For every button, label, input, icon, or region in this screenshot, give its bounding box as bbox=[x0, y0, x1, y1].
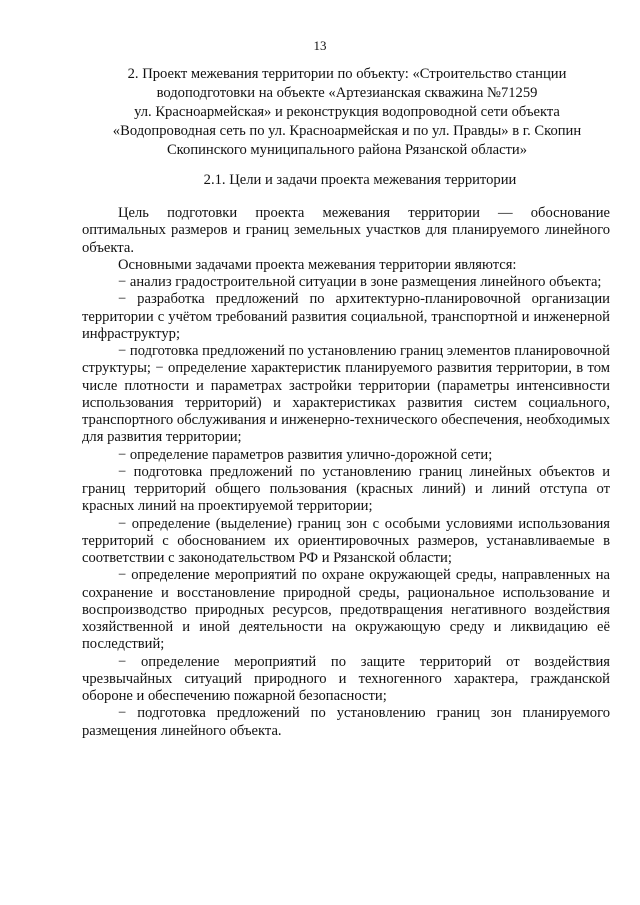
section-title-line: 2. Проект межевания территории по объекту: «Строительство станции bbox=[127, 66, 567, 82]
list-item: − определение (выделение) границ зон с особыми условиями использования территорий с обоснованием их ориентировочных размеров, устанавливаемые в соответствии с законодательством РФ и Рязанской области; bbox=[82, 515, 610, 566]
section-title bbox=[82, 65, 612, 160]
list-item: − определение параметров развития улично-дорожной сети; bbox=[118, 446, 493, 463]
list-item: − определение мероприятий по охране окружающей среды, направленных на сохранение и восстановление природной среды, рациональное использование и воспроизводство природных ресурсов, предотвращения негативного воздействия хозяйственной и иной деятельности на окружающую среду и ликвидацию её последствий; bbox=[82, 567, 610, 653]
paragraph-goal: Цель подготовки проекта межевания территории — обоснование оптимальных размеров и границ земельных участков для планируемого линейного объекта. bbox=[82, 205, 610, 256]
list-item: − подготовка предложений по установлению границ элементов планировочной структуры; − определение характеристик планируемого развития территории, в том числе плотности и параметрах застройки территории (параметры интенсивности использования территорий) и характеристиках развития систем социального, транспортного обслуживания и инженерно-технического обеспечения, необходимых для развития территории; bbox=[82, 343, 610, 446]
list-item: − подготовка предложений по установлению границ зон планируемого размещения линейного объекта. bbox=[82, 705, 610, 739]
list-item: − анализ градостроительной ситуации в зоне размещения линейного объекта; bbox=[118, 274, 602, 290]
section-title-line: водоподготовки на объекте «Артезианская скважина №71259 bbox=[156, 85, 538, 101]
list-item: − подготовка предложений по установлению границ линейных объектов и границ территорий общего пользования (красных линий) и линий отступа от красных линий на проектируемой территории; bbox=[82, 463, 610, 515]
paragraph-tasks-intro: Основными задачами проекта межевания территории являются: bbox=[118, 256, 517, 273]
section-title-line: «Водопроводная сеть по ул. Красноармейская и по ул. Правды» в г. Скопин bbox=[112, 123, 582, 139]
page-number: 13 bbox=[313, 38, 327, 53]
list-item: − определение мероприятий по защите территорий от воздействия чрезвычайных ситуаций природного и техногенного характера, гражданской обороне и обеспечению пожарной безопасности; bbox=[82, 653, 610, 704]
list-item: − разработка предложений по архитектурно-планировочной организации территории с учётом требований развития социальной, транспортной и инженерной инфраструктур; bbox=[82, 291, 610, 342]
section-title-line: Скопинского муниципального района Рязанской области» bbox=[166, 142, 528, 158]
subsection-title: 2.1. Цели и задачи проекта межевания территории bbox=[203, 172, 517, 188]
section-title-line: ул. Красноармейская» и реконструкция водопроводной сети объекта bbox=[134, 104, 560, 120]
body-text bbox=[82, 205, 610, 740]
